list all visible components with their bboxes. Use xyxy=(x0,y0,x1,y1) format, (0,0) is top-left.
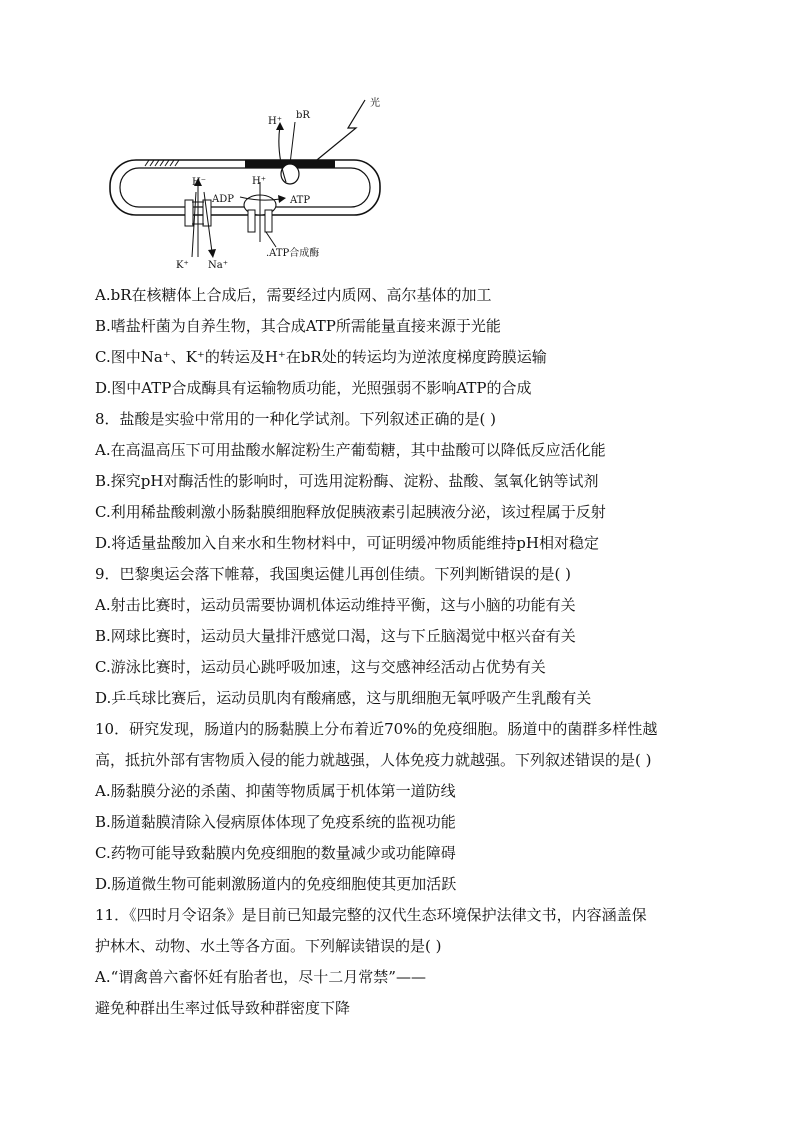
atp-label: ATP xyxy=(290,195,311,206)
hatched-region xyxy=(145,160,179,166)
option-a-q8: A.在高温高压下可用盐酸水解淀粉生产葡萄糖，其中盐酸可以降低反应活化能 xyxy=(95,441,606,459)
option-a-q11-line-2: 避免种群出生率过低导致种群密度下降 xyxy=(95,999,351,1017)
question-8: 8．盐酸是实验中常用的一种化学试剂。下列叙述正确的是( ) xyxy=(95,410,497,428)
halobacterium-diagram xyxy=(100,92,400,272)
option-c-q9: C.游泳比赛时，运动员心跳呼吸加速，这与交感神经活动占优势有关 xyxy=(95,658,546,676)
option-d-q10: D.肠道微生物可能刺激肠道内的免疫细胞使其更加活跃 xyxy=(95,875,457,893)
light-icon xyxy=(312,100,365,164)
h-top-label: H⁺ xyxy=(268,116,282,127)
option-b-q10: B.肠道黏膜清除入侵病原体体现了免疫系统的监视功能 xyxy=(95,813,456,831)
question-11-line-2: 护林木、动物、水土等各方面。下列解读错误的是( ) xyxy=(95,937,442,955)
option-c-q8: C.利用稀盐酸刺激小肠黏膜细胞释放促胰液素引起胰液分泌，该过程属于反射 xyxy=(95,503,606,521)
light-label: 光 xyxy=(370,98,380,109)
br-pointer xyxy=(290,122,295,164)
option-a-q11-line-1: A.“谓禽兽六畜怀妊有胎者也，尽十二月常禁”—— xyxy=(95,968,426,986)
option-a-q7: A.bR在核糖体上合成后，需要经过内质网、高尔基体的加工 xyxy=(95,286,492,304)
question-9: 9．巴黎奥运会落下帷幕，我国奥运健儿再创佳绩。下列判断错误的是( ) xyxy=(95,565,572,583)
question-10-line-1: 10．研究发现，肠道内的肠黏膜上分布着近70%的免疫细胞。肠道中的菌群多样性越 xyxy=(95,720,658,738)
option-a-q9: A.射击比赛时，运动员需要协调机体运动维持平衡，这与小脑的功能有关 xyxy=(95,596,576,614)
adp-label: ADP xyxy=(212,194,234,205)
option-b-q9: B.网球比赛时，运动员大量排汗感觉口渴，这与下丘脑渴觉中枢兴奋有关 xyxy=(95,627,576,645)
question-10-line-2: 高，抵抗外部有害物质入侵的能力就越强，人体免疫力就越强。下列叙述错误的是( ) xyxy=(95,751,652,769)
option-c-q10: C.药物可能导致黏膜内免疫细胞的数量减少或功能障碍 xyxy=(95,844,456,862)
option-a-q10: A.肠黏膜分泌的杀菌、抑菌等物质属于机体第一道防线 xyxy=(95,782,456,800)
na-label: Na⁺ xyxy=(208,260,228,271)
h-left-label: H⁻ xyxy=(192,177,206,188)
option-d-q9: D.乒乓球比赛后，运动员肌肉有酸痛感，这与肌细胞无氧呼吸产生乳酸有关 xyxy=(95,689,592,707)
option-d-q7: D.图中ATP合成酶具有运输物质功能，光照强弱不影响ATP的合成 xyxy=(95,379,532,397)
option-b-q7: B.嗜盐杆菌为自养生物，其合成ATP所需能量直接来源于光能 xyxy=(95,317,501,335)
question-11-line-1: 11．《四时月令诏条》是目前已知最完整的汉代生态环境保护法律文书，内容涵盖保 xyxy=(95,906,647,924)
h-mid-label: H⁺ xyxy=(252,176,266,187)
atp-synthase-label: .ATP合成酶 xyxy=(266,248,320,259)
ion-channel xyxy=(185,178,216,258)
k-label: K⁺ xyxy=(176,260,189,271)
question-text xyxy=(95,280,705,1024)
option-b-q8: B.探究pH对酶活性的影响时，可选用淀粉酶、淀粉、盐酸、氢氧化钠等试剂 xyxy=(95,472,599,490)
option-d-q8: D.将适量盐酸加入自来水和生物材料中，可证明缓冲物质能维持pH相对稳定 xyxy=(95,534,599,552)
br-label: bR xyxy=(296,110,310,121)
option-c-q7: C.图中Na⁺、K⁺的转运及H⁺在bR处的转运均为逆浓度梯度跨膜运输 xyxy=(95,348,547,366)
